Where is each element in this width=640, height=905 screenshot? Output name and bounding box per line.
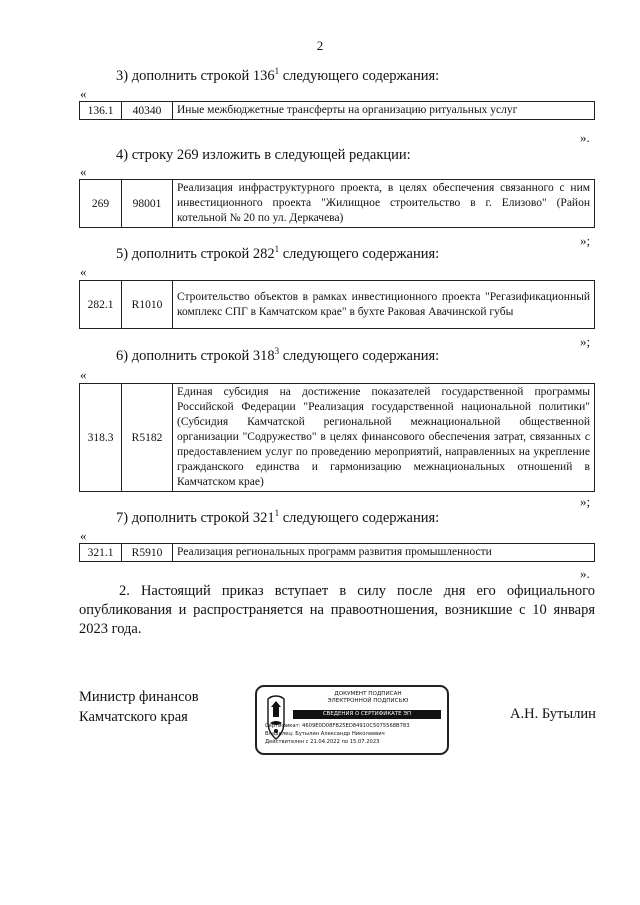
stamp-owner: Владелец: Бутылин Александр Николаевич	[265, 731, 385, 737]
amendment-table-282-1	[79, 280, 595, 329]
open-quote: «	[80, 264, 87, 279]
intro-superscript: 1	[274, 508, 280, 519]
table-row	[80, 102, 595, 120]
row-kbk-cell: R5910	[122, 544, 173, 562]
amendment-table-321-1	[79, 543, 595, 562]
open-quote: «	[80, 367, 87, 382]
stamp-heading-line1: ДОКУМЕНТ ПОДПИСАН	[334, 691, 402, 697]
intro-superscript: 3	[274, 346, 280, 357]
closing-paragraph: 2. Настоящий приказ вступает в силу после дня его официального опубликования и распространяется на правоотношения, возникшие с 10 января 2023 года.	[79, 583, 595, 637]
intro-text: 4) строку 269 изложить в следующей редакции:	[116, 147, 411, 163]
row-kbk-cell: 40340	[122, 102, 173, 120]
intro-superscript: 1	[274, 244, 280, 255]
page-number: 2	[316, 38, 324, 53]
stamp-heading-line2: ЭЛЕКТРОННОЙ ПОДПИСЬЮ	[327, 698, 409, 704]
intro-text: 7) дополнить строкой 321	[116, 510, 275, 526]
open-quote: «	[80, 528, 87, 543]
row-kbk-cell: R5182	[122, 384, 173, 492]
close-quote: »;	[580, 334, 591, 349]
row-description-cell: Реализация инфраструктурного проекта, в целях обеспечения связанного с ним инвестиционного проекта "Жилищное строительство в г. Елизово" (Район котельной № 20 по ул. Деркачева)	[173, 180, 595, 228]
coat-of-arms-icon	[264, 693, 288, 745]
table-row	[80, 384, 595, 492]
signer-title	[79, 687, 199, 727]
stamp-band: СВЕДЕНИЯ О СЕРТИФИКАТЕ ЭП	[293, 710, 441, 719]
open-quote: «	[80, 86, 87, 101]
amendment-intro-7	[116, 510, 439, 527]
row-kbk-cell: 98001	[122, 180, 173, 228]
table-row	[80, 180, 595, 228]
electronic-signature-stamp	[255, 685, 449, 755]
intro-text-end: следующего содержания:	[279, 68, 440, 84]
stamp-heading	[293, 691, 443, 705]
row-code-cell: 269	[80, 180, 122, 228]
row-description-cell: Иные межбюджетные трансферты на организацию ритуальных услуг	[173, 102, 595, 120]
amendment-table-318-3	[79, 383, 595, 492]
intro-text: 5) дополнить строкой 282	[116, 246, 275, 262]
intro-superscript: 1	[274, 66, 280, 77]
intro-text-end: следующего содержания:	[279, 246, 440, 262]
row-code-cell: 136.1	[80, 102, 122, 120]
stamp-certificate: Сертификат: 4609E0D08FB25ED84910C5075568B783	[265, 723, 410, 729]
close-quote: ».	[580, 566, 590, 581]
close-quote: »;	[580, 494, 591, 509]
intro-text: 3) дополнить строкой 136	[116, 68, 275, 84]
intro-text: 6) дополнить строкой 318	[116, 348, 275, 364]
stamp-validity: Действителен с 21.04.2022 по 15.07.2023	[265, 739, 380, 745]
row-code-cell: 282.1	[80, 281, 122, 329]
amendment-intro-4	[116, 147, 411, 164]
amendment-intro-3	[116, 68, 439, 85]
signer-name: А.Н. Бутылин	[510, 706, 596, 722]
signer-title-line1: Министр финансов	[79, 689, 199, 705]
close-quote: ».	[580, 130, 590, 145]
row-code-cell: 321.1	[80, 544, 122, 562]
amendment-table-136-1	[79, 101, 595, 120]
signer-title-line2: Камчатского края	[79, 709, 188, 725]
intro-text-end: следующего содержания:	[279, 348, 440, 364]
row-description-cell: Единая субсидия на достижение показателей государственной программы Российской Федерации "Реализация государственной национальной политики" (Субсидия Камчатской региональной межнациональной общественной организации "Содружество" в целях финансового обеспечения затрат, связанных с предоставлением услуг по проведению мероприятий, направленных на укрепление гражданского единства и гармонизацию межнациональных отношений в Камчатском крае)	[173, 384, 595, 492]
intro-text-end: следующего содержания:	[279, 510, 440, 526]
amendment-intro-5	[116, 246, 439, 263]
row-code-cell: 318.3	[80, 384, 122, 492]
open-quote: «	[80, 164, 87, 179]
amendment-intro-6	[116, 348, 439, 365]
table-row	[80, 281, 595, 329]
close-quote: »;	[580, 233, 591, 248]
table-row	[80, 544, 595, 562]
row-description-cell: Строительство объектов в рамках инвестиционного проекта "Регазификационный комплекс СПГ в Камчатском крае" в бухте Раковая Авачинской губы	[173, 281, 595, 329]
row-kbk-cell: R1010	[122, 281, 173, 329]
row-description-cell: Реализация региональных программ развития промышленности	[173, 544, 595, 562]
amendment-table-269	[79, 179, 595, 228]
